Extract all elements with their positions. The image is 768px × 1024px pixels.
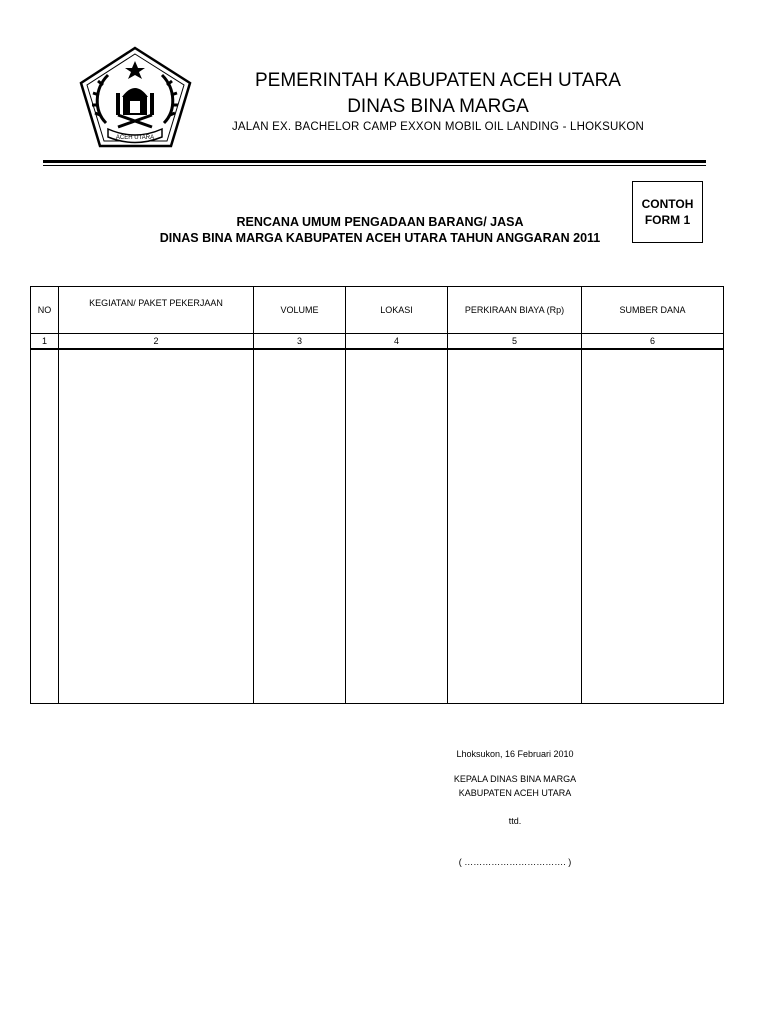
col-number-1: 1: [31, 334, 59, 350]
form-label-line2: FORM 1: [644, 213, 691, 227]
col-number-4: 4: [346, 334, 448, 350]
table-cell-empty: [59, 349, 254, 704]
table-cell-empty: [254, 349, 346, 704]
col-number-5: 5: [448, 334, 582, 350]
signature-place-date: Lhoksukon, 16 Februari 2010: [456, 749, 574, 759]
col-number-2: 2: [59, 334, 254, 350]
svg-text:ACEH UTARA: ACEH UTARA: [115, 135, 155, 141]
col-number-3: 3: [254, 334, 346, 350]
table-cell-empty: [31, 349, 59, 704]
col-header-kegiatan: KEGIATAN/ PAKET PEKERJAAN: [59, 287, 254, 334]
table-cell-empty: [582, 349, 724, 704]
signature-position-line2: KABUPATEN ACEH UTARA: [458, 788, 572, 798]
form-label-box: [632, 181, 703, 243]
table-header-row: [31, 287, 724, 334]
col-header-lokasi: LOKASI: [346, 287, 448, 334]
col-header-no: NO: [31, 287, 59, 334]
document-subtitle: DINAS BINA MARGA KABUPATEN ACEH UTARA TAHUN ANGGARAN 2011: [159, 231, 601, 245]
signature-name-blank: ( ……………………………. ): [458, 857, 572, 867]
col-number-6: 6: [582, 334, 724, 350]
header-divider-thin: [43, 165, 706, 166]
procurement-table: [30, 286, 724, 704]
table-row: [31, 349, 724, 704]
table-cell-empty: [346, 349, 448, 704]
table-cell-empty: [448, 349, 582, 704]
col-header-perkiraan-biaya: PERKIRAAN BIAYA (Rp): [448, 287, 582, 334]
table-number-row: [31, 334, 724, 350]
col-header-sumber-dana: SUMBER DANA: [582, 287, 724, 334]
signature-ttd: ttd.: [508, 816, 522, 826]
header-department-name: DINAS BINA MARGA: [347, 96, 529, 117]
header-divider-thick: [43, 160, 706, 163]
signature-position-line1: KEPALA DINAS BINA MARGA: [453, 774, 577, 784]
document-title: RENCANA UMUM PENGADAAN BARANG/ JASA: [236, 215, 524, 229]
col-header-volume: VOLUME: [254, 287, 346, 334]
header-government-name: PEMERINTAH KABUPATEN ACEH UTARA: [255, 70, 621, 91]
header-address: JALAN EX. BACHELOR CAMP EXXON MOBIL OIL LANDING - LHOKSUKON: [231, 121, 645, 133]
aceh-utara-emblem-icon: [78, 45, 193, 150]
form-label-line1: CONTOH: [641, 197, 694, 211]
